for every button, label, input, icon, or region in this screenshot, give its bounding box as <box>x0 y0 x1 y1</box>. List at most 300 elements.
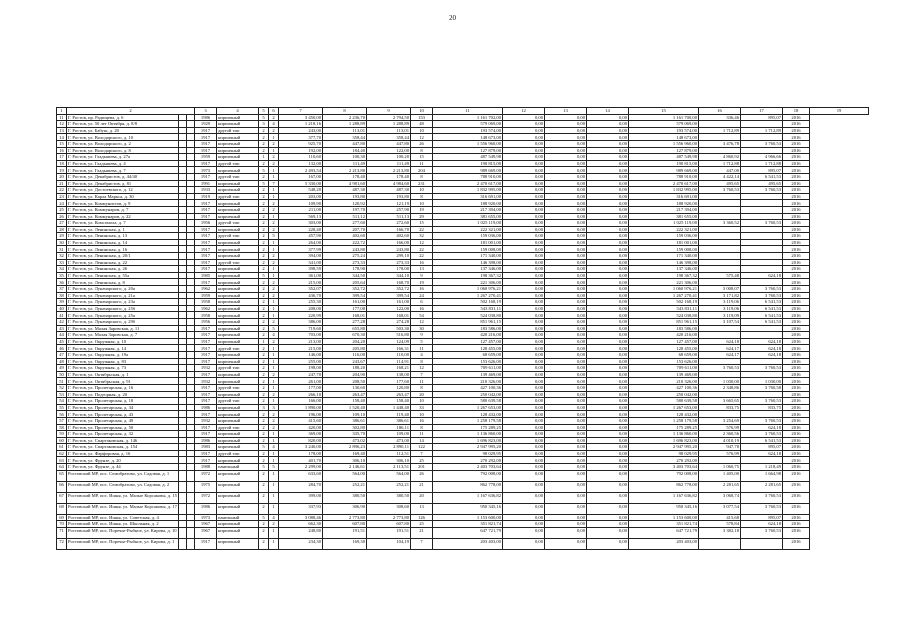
table-cell: 2 299,00 <box>279 464 323 471</box>
table-cell: 607,80 <box>367 521 411 528</box>
table-cell: 57 <box>57 417 67 424</box>
table-cell: 0,00 <box>587 325 629 332</box>
table-cell: 21 <box>411 527 433 538</box>
table-cell: 3 760,58 <box>741 384 783 391</box>
table-cell <box>179 114 187 121</box>
table-cell: 168,01 <box>323 312 367 319</box>
table-cell: 369,00 <box>279 431 323 438</box>
table-cell: 183 586,00 <box>433 325 503 332</box>
table-cell: Г. Ростов, ул. Луначарского, д. 21а <box>67 292 179 299</box>
table-cell: кирпичный <box>217 503 259 514</box>
table-cell: 2 <box>259 279 269 286</box>
table-cell: 2 403 703,64 <box>433 464 503 471</box>
table-cell: 16 <box>411 259 433 266</box>
table-cell: Ростовский МР, пос. Ишня, ул. Малые Корсаковы, д. 17 <box>67 503 179 514</box>
table-cell: 0,00 <box>545 481 587 492</box>
table-cell: 2016 <box>783 424 810 431</box>
table-cell: 2 947 995,20 <box>433 444 503 451</box>
table-cell <box>187 345 195 352</box>
table-cell: 1973 <box>195 514 217 521</box>
table-cell: 33 <box>411 404 433 411</box>
table-cell <box>741 193 783 200</box>
table-cell <box>179 398 187 405</box>
table-cell: 2 <box>259 371 269 378</box>
table-cell: 205,64 <box>323 279 367 286</box>
table-cell: 0,00 <box>503 332 545 339</box>
table-cell: 788 910,00 <box>629 173 699 180</box>
table-cell: 2 <box>259 437 269 444</box>
table-cell <box>699 213 741 220</box>
table-cell: Г. Ростов, ул. Окружная, д. 10 <box>67 338 179 345</box>
table-cell: 2016 <box>783 391 810 398</box>
table-cell: 273,33 <box>323 259 367 266</box>
column-header: 14 <box>587 108 629 115</box>
table-cell: 351 821,74 <box>433 521 503 528</box>
table-cell: 1917 <box>195 538 217 549</box>
table-cell: 70 <box>57 521 67 528</box>
table-cell: кирпичный <box>217 358 259 365</box>
column-header: 19 <box>810 108 869 115</box>
table-cell: Г. Ростов, ул. Гладышева, д. 27а <box>67 154 179 161</box>
table-cell: 190 815,00 <box>433 160 503 167</box>
table-cell: 5 <box>259 272 269 279</box>
table-cell: 3 476,78 <box>699 140 741 147</box>
table-cell: 23 <box>57 193 67 200</box>
table-cell: 5 <box>259 514 269 521</box>
table-cell: 1 664,98 <box>741 470 783 481</box>
table-cell: 0,00 <box>545 437 587 444</box>
table-cell: 4 984,60 <box>367 180 411 187</box>
table-cell: 0,00 <box>587 492 629 503</box>
table-cell: Г. Ростов, ул. Подгорная, д. 20 <box>67 391 179 398</box>
table-cell: 0,00 <box>503 527 545 538</box>
table-cell: 210 326,00 <box>433 378 503 385</box>
table-cell: 109,10 <box>323 411 367 418</box>
table-cell <box>187 180 195 187</box>
table-cell: кирпичный <box>217 200 259 207</box>
table-cell <box>187 279 195 286</box>
table-cell: 0,00 <box>545 134 587 141</box>
table-cell <box>179 437 187 444</box>
table-row <box>57 187 869 194</box>
table-cell <box>699 358 741 365</box>
table-row <box>57 527 869 538</box>
table-cell: 221 306,00 <box>629 279 699 286</box>
table-cell: 68 <box>57 503 67 514</box>
table-cell: 0,00 <box>587 239 629 246</box>
table-cell: 1972 <box>195 492 217 503</box>
table-cell: кирпичный <box>217 378 259 385</box>
table-cell: 177,60 <box>367 378 411 385</box>
table-cell: 1917 <box>195 424 217 431</box>
table-cell: 208,50 <box>323 378 367 385</box>
table-cell: 2016 <box>783 492 810 503</box>
table-cell: 2 <box>259 470 269 481</box>
table-cell: 25 <box>57 206 67 213</box>
table-cell: 1 161 700,00 <box>629 114 699 121</box>
table-cell: Г. Ростов, ул. Окружная, д. 19а <box>67 351 179 358</box>
table-cell: 0,00 <box>545 457 587 464</box>
table-cell: 2016 <box>783 246 810 253</box>
table-cell: 2016 <box>783 305 810 312</box>
table-cell: 2 470 617,00 <box>433 180 503 187</box>
table-cell: 231 <box>411 180 433 187</box>
table-cell: 0,00 <box>545 450 587 457</box>
table-cell: 0,00 <box>587 345 629 352</box>
table-cell: 1986 <box>195 437 217 444</box>
table-cell: 3 <box>259 121 269 128</box>
table-cell: 66 <box>57 481 67 492</box>
table-cell: 1 030,00 <box>741 378 783 385</box>
table-cell: 0,00 <box>503 140 545 147</box>
table-cell: 2016 <box>783 444 810 451</box>
table-cell: 0,00 <box>587 154 629 161</box>
table-cell <box>179 417 187 424</box>
table-cell: 203 403,00 <box>629 538 699 549</box>
table-cell: другой тип <box>217 127 259 134</box>
table-cell: 26 <box>411 470 433 481</box>
table-cell: 1 <box>269 147 279 154</box>
table-cell: 0,00 <box>545 431 587 438</box>
table-cell: 473,00 <box>367 437 411 444</box>
table-cell: 11 <box>411 378 433 385</box>
table-cell: 2016 <box>783 121 810 128</box>
housing-repair-table <box>56 107 869 550</box>
table-cell: 2016 <box>783 378 810 385</box>
table-cell: 30 <box>411 325 433 332</box>
table-cell: 0,00 <box>545 527 587 538</box>
table-cell: 647 721,79 <box>433 527 503 538</box>
table-cell: кирпичный <box>217 114 259 121</box>
table-cell: кирпичный <box>217 206 259 213</box>
table-cell: 222 321,00 <box>433 226 503 233</box>
table-cell: Г. Ростов, ул. Ленинская, д. 14 <box>67 239 179 246</box>
table-cell: другой тип <box>217 345 259 352</box>
table-cell <box>699 411 741 418</box>
table-cell: 207,70 <box>323 226 367 233</box>
table-cell: 4 966,66 <box>741 154 783 161</box>
table-cell: 2016 <box>783 431 810 438</box>
table-cell: 33 <box>57 259 67 266</box>
table-cell: кирпичный <box>217 226 259 233</box>
table-cell: 0,00 <box>545 351 587 358</box>
table-cell: 0,00 <box>545 514 587 521</box>
table-cell: 2 <box>259 398 269 405</box>
table-row <box>57 259 869 266</box>
table-row <box>57 378 869 385</box>
column-header: 2 <box>67 108 195 115</box>
table-cell <box>179 279 187 286</box>
table-cell: 0,00 <box>545 206 587 213</box>
table-cell <box>179 187 187 194</box>
table-cell: 1932 <box>195 378 217 385</box>
table-cell: 503,30 <box>367 325 411 332</box>
table-cell: 352,72 <box>323 286 367 293</box>
table-cell: 1917 <box>195 279 217 286</box>
table-cell: 148 673,00 <box>629 134 699 141</box>
table-cell: 2016 <box>783 292 810 299</box>
table-cell <box>187 470 195 481</box>
table-cell: 1917 <box>195 457 217 464</box>
table-row <box>57 134 869 141</box>
table-cell: 273,33 <box>367 259 411 266</box>
table-cell: 5 <box>269 233 279 240</box>
table-cell: 0,00 <box>503 127 545 134</box>
table-cell: 895,07 <box>741 514 783 521</box>
table-cell: 37 <box>57 286 67 293</box>
table-cell <box>741 332 783 339</box>
table-cell: 2 <box>259 411 269 418</box>
table-cell: 3 760,53 <box>741 431 783 438</box>
table-cell: 46 <box>57 345 67 352</box>
table-cell: 62 <box>57 450 67 457</box>
table-cell <box>699 246 741 253</box>
table-cell: 14 <box>411 437 433 444</box>
table-cell: 110,60 <box>279 154 323 161</box>
table-cell: 2016 <box>783 312 810 319</box>
table-cell: 20 <box>411 391 433 398</box>
table-cell <box>179 180 187 187</box>
table-cell: 2016 <box>783 173 810 180</box>
table-cell: 275,24 <box>323 253 367 260</box>
table-cell: 153 626,00 <box>433 358 503 365</box>
table-cell: 270 292,00 <box>629 457 699 464</box>
table-cell: Ростовский МР, пос. Семибратово, ул. Садовая, д. 1 <box>67 470 179 481</box>
table-row <box>57 121 869 128</box>
table-cell: 178,40 <box>367 173 411 180</box>
table-cell: 0,00 <box>545 200 587 207</box>
table-cell: 543 831,11 <box>629 305 699 312</box>
table-cell: 2 <box>269 206 279 213</box>
table-cell: 12 <box>411 239 433 246</box>
table-cell <box>179 450 187 457</box>
table-cell: 42 <box>57 319 67 326</box>
table-cell: 0,00 <box>587 220 629 227</box>
table-cell: 12 <box>411 365 433 372</box>
table-cell: 2016 <box>783 450 810 457</box>
table-cell <box>179 378 187 385</box>
table-cell: 29 <box>411 213 433 220</box>
table-cell: Г. Ростов, ул. Ленинская, д. 22 <box>67 259 179 266</box>
table-cell: 65 <box>57 470 67 481</box>
table-cell: 2016 <box>783 404 810 411</box>
table-cell: 69 <box>57 514 67 521</box>
table-cell: 3 088,46 <box>279 514 323 521</box>
table-cell: 67 <box>57 492 67 503</box>
table-cell: 4 <box>269 332 279 339</box>
table-cell: 2 <box>259 378 269 385</box>
column-header: 9 <box>367 108 411 115</box>
table-cell: 436,70 <box>279 292 323 299</box>
table-cell: 0,00 <box>503 424 545 431</box>
table-cell: 2016 <box>783 134 810 141</box>
table-cell: 0,00 <box>503 206 545 213</box>
table-cell: 2 <box>259 173 269 180</box>
table-cell: кирпичный <box>217 325 259 332</box>
table-cell: 0,00 <box>587 371 629 378</box>
table-cell: 26 <box>57 213 67 220</box>
table-cell <box>187 481 195 492</box>
table-cell: кирпичный <box>217 266 259 273</box>
table-cell: 19 <box>57 167 67 174</box>
table-cell: 196,00 <box>279 411 323 418</box>
table-cell: 0,00 <box>503 266 545 273</box>
table-cell: 1917 <box>195 134 217 141</box>
table-cell: 2016 <box>783 160 810 167</box>
table-cell <box>179 154 187 161</box>
table-row <box>57 154 869 161</box>
table-cell: 0,00 <box>503 134 545 141</box>
table-cell: 0,00 <box>587 213 629 220</box>
table-cell: 175 289,25 <box>433 424 503 431</box>
table-cell: 201 <box>411 464 433 471</box>
table-cell: 1 <box>269 527 279 538</box>
table-row <box>57 411 869 418</box>
table-cell: 0,00 <box>503 239 545 246</box>
table-cell: 19 <box>411 206 433 213</box>
table-cell: 0,00 <box>545 266 587 273</box>
table-cell: 193,80 <box>367 193 411 200</box>
table-cell: 0,00 <box>587 338 629 345</box>
table-cell: 862 778,00 <box>629 481 699 492</box>
table-cell: 220,99 <box>279 312 323 319</box>
table-cell: кирпичный <box>217 253 259 260</box>
table-cell: 0,00 <box>503 538 545 549</box>
table-cell: 19 <box>411 279 433 286</box>
table-cell <box>699 457 741 464</box>
table-cell: 0,00 <box>587 160 629 167</box>
table-cell: другой тип <box>217 193 259 200</box>
table-cell: 0,00 <box>503 444 545 451</box>
table-cell: другой тип <box>217 365 259 372</box>
table-cell: 1 060,75 <box>699 464 741 471</box>
table-cell: 2016 <box>783 371 810 378</box>
table-cell: 168,21 <box>367 365 411 372</box>
table-cell: 0,00 <box>503 384 545 391</box>
table-cell: 0,00 <box>587 411 629 418</box>
table-cell: 402,60 <box>323 233 367 240</box>
table-cell <box>179 206 187 213</box>
table-cell: 2 <box>269 140 279 147</box>
table-cell: 2 213,80 <box>323 167 367 174</box>
table-cell: кирпичный <box>217 246 259 253</box>
table-cell <box>187 384 195 391</box>
table-cell: 2016 <box>783 521 810 528</box>
table-cell: 14 <box>57 134 67 141</box>
table-cell: 13 <box>411 266 433 273</box>
table-cell: Г. Ростов, ул. Володарского, д. 10 <box>67 134 179 141</box>
table-cell: Г. Ростов, ул. Октябрьская, д. 91 <box>67 378 179 385</box>
table-cell: кирпичный <box>217 404 259 411</box>
table-cell <box>187 319 195 326</box>
table-cell: кирпичный <box>217 332 259 339</box>
table-cell: 1983 <box>195 444 217 451</box>
table-cell: 399,54 <box>323 292 367 299</box>
table-cell: другой тип <box>217 173 259 180</box>
table-cell: 138,00 <box>367 371 411 378</box>
table-cell: 308,60 <box>367 503 411 514</box>
table-cell: 2 <box>269 292 279 299</box>
table-cell: 54 <box>57 398 67 405</box>
table-cell: 0,00 <box>545 286 587 293</box>
table-cell <box>187 233 195 240</box>
table-cell: Г. Ростов, ул. Ленинская, д. 8 <box>67 279 179 286</box>
table-cell: 0,00 <box>503 411 545 418</box>
table-cell <box>179 220 187 227</box>
table-cell <box>179 299 187 306</box>
table-cell: 120,80 <box>367 384 411 391</box>
table-cell: 110,00 <box>367 351 411 358</box>
table-cell: 2 <box>259 299 269 306</box>
table-row <box>57 457 869 464</box>
table-cell: 0,00 <box>545 338 587 345</box>
table-cell: 221 306,00 <box>433 279 503 286</box>
table-cell: 128 455,00 <box>629 345 699 352</box>
table-cell: 0,00 <box>503 325 545 332</box>
table-row <box>57 246 869 253</box>
table-cell: кирпичный <box>217 319 259 326</box>
table-cell: 0,00 <box>503 259 545 266</box>
table-cell: 153 <box>411 114 433 121</box>
table-row <box>57 514 869 521</box>
table-cell: 1 267 270,41 <box>433 292 503 299</box>
table-cell: 1 712,88 <box>741 160 783 167</box>
table-cell: 277,28 <box>323 319 367 326</box>
table-cell: 1917 <box>195 173 217 180</box>
table-cell: 420 216,00 <box>629 332 699 339</box>
table-cell: 2 <box>259 140 269 147</box>
table-cell: 0,00 <box>503 464 545 471</box>
table-cell: 0,00 <box>587 312 629 319</box>
table-cell: 1986 <box>195 114 217 121</box>
table-cell: 6 541,53 <box>741 299 783 306</box>
table-cell: 0,00 <box>587 305 629 312</box>
table-cell: 159 008,00 <box>433 246 503 253</box>
table-cell: 0,00 <box>503 514 545 521</box>
table-cell: кирпичный <box>217 239 259 246</box>
table-cell: 4 <box>411 351 433 358</box>
table-cell: 128 432,00 <box>629 411 699 418</box>
table-cell: 250 042,00 <box>629 391 699 398</box>
table-cell: 0,00 <box>545 259 587 266</box>
table-cell: 2 348,86 <box>699 384 741 391</box>
table-cell: 2016 <box>783 319 810 326</box>
table-cell: Г. Ростов, ул. Окружная, д. 14 <box>67 345 179 352</box>
table-cell: Г. Ростов, ул. Фарфоровая, д. 16 <box>67 450 179 457</box>
table-cell: 3 <box>259 404 269 411</box>
table-cell: 1917 <box>195 206 217 213</box>
table-cell: 1 <box>269 470 279 481</box>
table-cell: другой тип <box>217 160 259 167</box>
table-cell: 0,00 <box>503 338 545 345</box>
table-cell: 0,00 <box>545 239 587 246</box>
table-cell: 0,00 <box>587 127 629 134</box>
table-cell: кирпичный <box>217 538 259 549</box>
table-cell: 2 <box>259 424 269 431</box>
table-cell: 8 <box>411 358 433 365</box>
table-cell: 358,44 <box>323 134 367 141</box>
table-cell: 169,40 <box>323 450 367 457</box>
table-cell: 1 <box>269 266 279 273</box>
table-cell: кирпичный <box>217 411 259 418</box>
table-cell <box>179 424 187 431</box>
table-cell: 1 060 976,21 <box>433 286 503 293</box>
table-cell: 11 <box>411 431 433 438</box>
table-cell: 0,00 <box>545 180 587 187</box>
table-cell <box>699 239 741 246</box>
table-cell: 2 <box>259 200 269 207</box>
table-cell: 1 <box>269 492 279 503</box>
